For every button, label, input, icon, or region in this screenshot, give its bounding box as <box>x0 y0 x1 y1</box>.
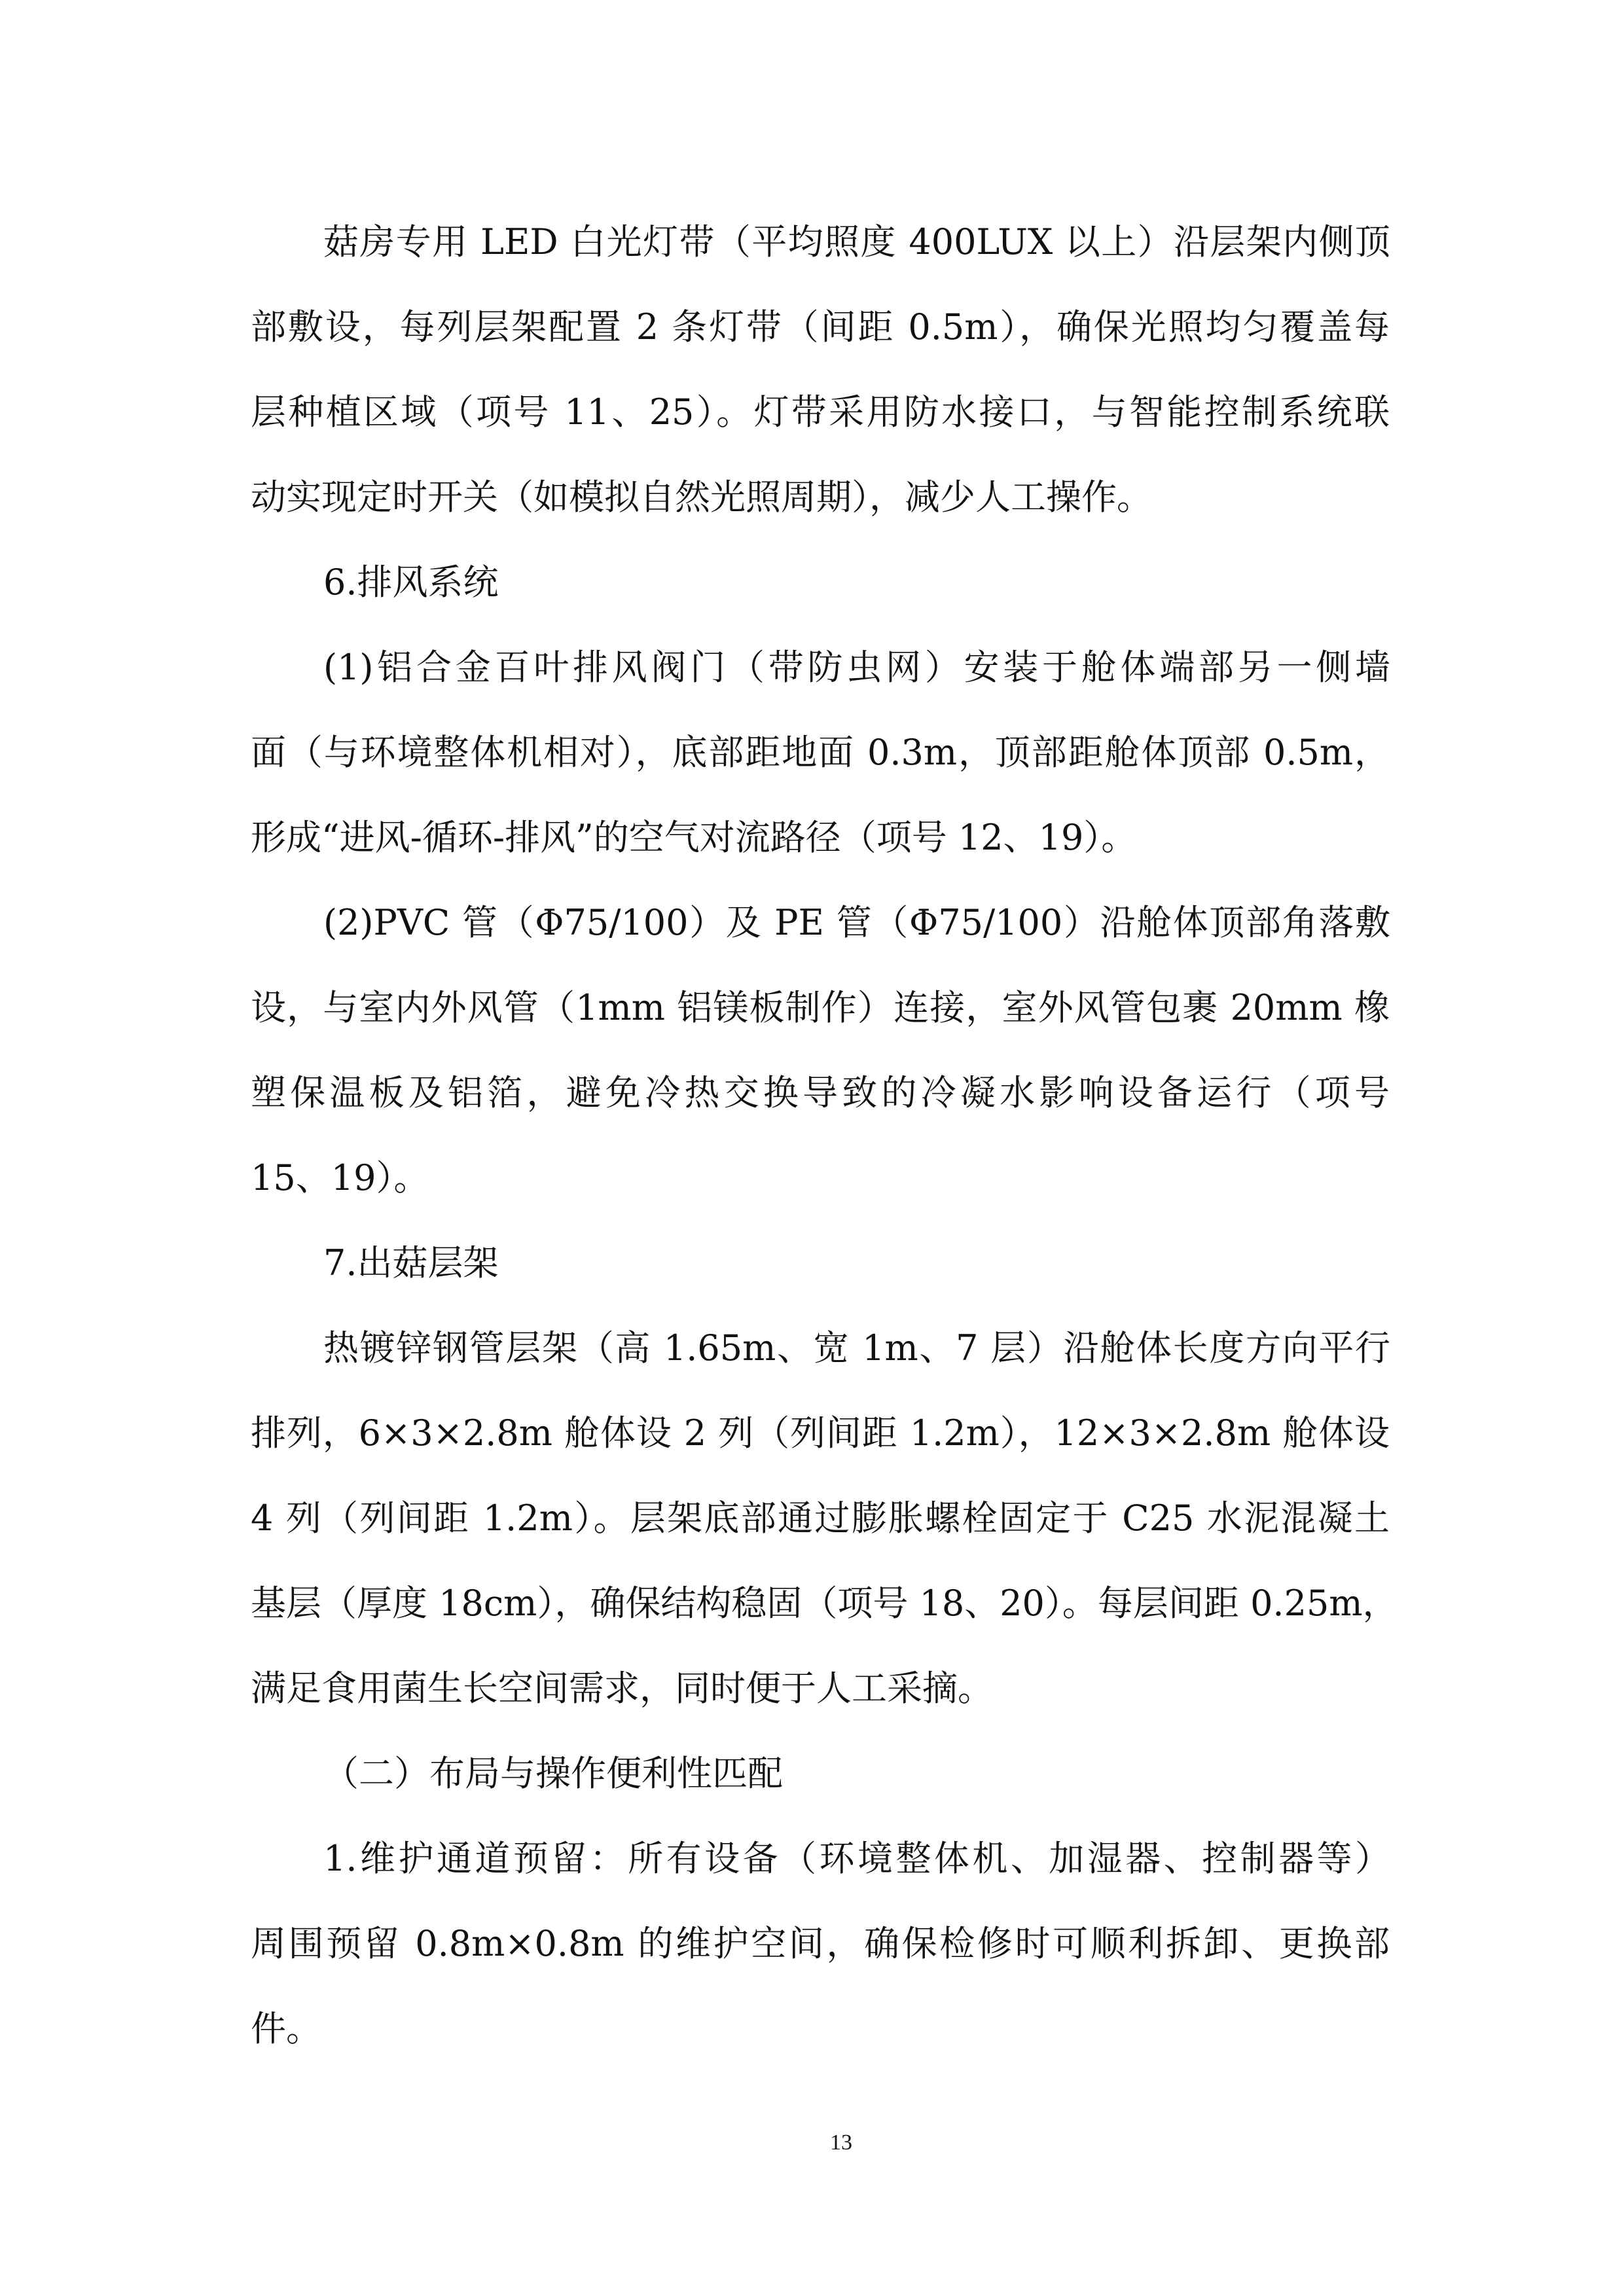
paragraph-line: 排列，6×3×2.8m 舱体设 2 列（列间距 1.2m），12×3×2.8m 舱体设 <box>251 1412 1390 1454</box>
paragraph-line: 15、19）。 <box>251 1157 429 1198</box>
paragraph-line: 1.维护通道预留：所有设备（环境整体机、加湿器、控制器等） <box>323 1838 1390 1879</box>
paragraph-line: (2)PVC 管（Φ75/100）及 PE 管（Φ75/100）沿舱体顶部角落敷 <box>323 902 1390 943</box>
paragraph-line: 面（与环境整体机相对），底部距地面 0.3m，顶部距舱体顶部 0.5m， <box>251 732 1390 773</box>
paragraph-line: (1)铝合金百叶排风阀门（带防虫网）安装于舱体端部另一侧墙 <box>323 647 1390 688</box>
paragraph-line: 热镀锌钢管层架（高 1.65m、宽 1m、7 层）沿舱体长度方向平行 <box>323 1327 1390 1369</box>
paragraph-line: 周围预留 0.8m×0.8m 的维护空间，确保检修时可顺利拆卸、更换部 <box>251 1923 1390 1964</box>
paragraph-line: 基层（厚度 18cm），确保结构稳固（项号 18、20）。每层间距 0.25m， <box>251 1583 1398 1624</box>
paragraph-line: 层种植区域（项号 11、25）。灯带采用防水接口，与智能控制系统联 <box>251 391 1390 433</box>
paragraph-line: 部敷设，每列层架配置 2 条灯带（间距 0.5m），确保光照均匀覆盖每 <box>251 306 1390 348</box>
page-number: 13 <box>830 2130 852 2155</box>
section-heading: （二）布局与操作便利性匹配 <box>323 1753 783 1794</box>
paragraph-line: 4 列（列间距 1.2m）。层架底部通过膨胀螺栓固定于 C25 水泥混凝土 <box>251 1498 1390 1539</box>
paragraph-line: 件。 <box>251 2008 321 2049</box>
paragraph-line: 设，与室内外风管（1mm 铝镁板制作）连接，室外风管包裹 20mm 橡 <box>251 987 1390 1028</box>
paragraph-line: 形成“进风-循环-排风”的空气对流路径（项号 12、19）。 <box>251 817 1137 858</box>
section-heading: 7.出菇层架 <box>323 1242 499 1283</box>
paragraph-line: 塑保温板及铝箔，避免冷热交换导致的冷凝水影响设备运行（项号 <box>251 1072 1390 1113</box>
paragraph-line: 动实现定时开关（如模拟自然光照周期），减少人工操作。 <box>251 476 1152 518</box>
paragraph-line: 满足食用菌生长空间需求，同时便于人工采摘。 <box>251 1668 993 1709</box>
section-heading: 6.排风系统 <box>323 562 499 603</box>
paragraph-line: 菇房专用 LED 白光灯带（平均照度 400LUX 以上）沿层架内侧顶 <box>323 221 1390 262</box>
